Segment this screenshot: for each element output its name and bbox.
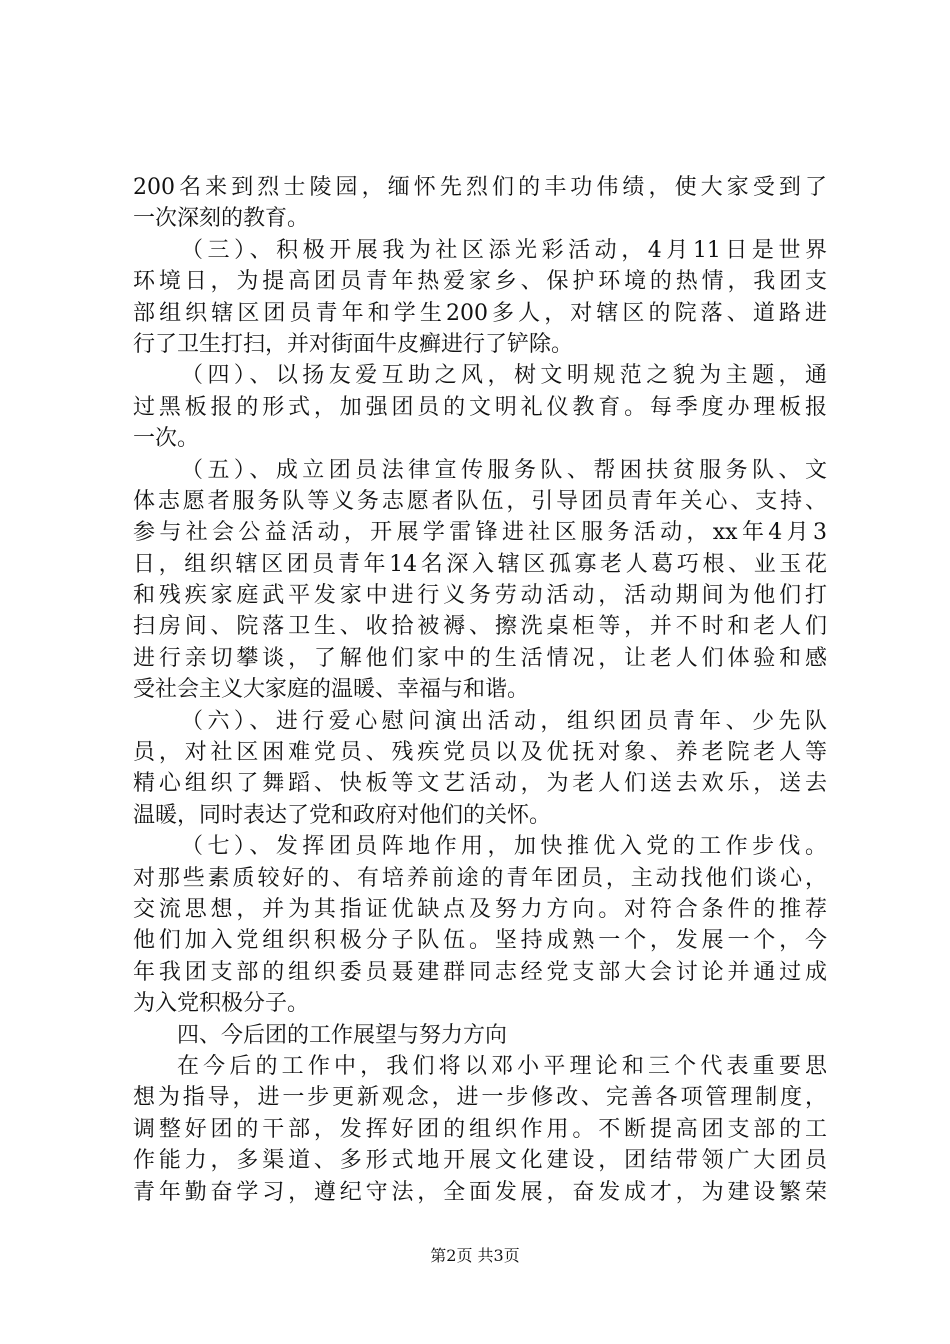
page-number-footer: 第2页 共3页 (430, 1246, 520, 1265)
text-line: 为入党积极分子。 (133, 991, 310, 1017)
paragraph-start-line: （三）、积极开展我为社区添光彩活动，4月11日是世界 (181, 237, 827, 263)
paragraph-start-line: （七）、发挥团员阵地作用，加快推优入党的工作步伐。 (181, 834, 827, 860)
text-line: 一次深刻的教育。 (133, 206, 310, 232)
text-line: 他们加入党组织积极分子队伍。坚持成熟一个，发展一个，今 (133, 928, 827, 954)
text-line: 交流思想，并为其指证优缺点及努力方向。对符合条件的推荐 (133, 896, 827, 922)
text-line: 和残疾家庭武平发家中进行义务劳动活动，活动期间为他们打 (133, 583, 827, 609)
text-line: 参与社会公益活动，开展学雷锋进社区服务活动，xx年4月3 (133, 520, 827, 546)
text-line: 扫房间、院落卫生、收拾被褥、擦洗桌柜等，并不时和老人们 (133, 614, 827, 640)
text-line: 员，对社区困难党员、残疾党员以及优抚对象、养老院老人等 (133, 740, 827, 766)
text-line: 受社会主义大家庭的温暖、幸福与和谐。 (133, 677, 530, 703)
section-heading: 四、今后团的工作展望与努力方向 (177, 1022, 508, 1048)
text-line: 部组织辖区团员青年和学生200多人，对辖区的院落、道路进 (133, 300, 827, 326)
text-line: 温暖，同时表达了党和政府对他们的关怀。 (133, 802, 552, 828)
paragraph-start-line: （四）、以扬友爱互助之风，树文明规范之貌为主题，通 (181, 363, 827, 389)
text-line: 行了卫生打扫，并对街面牛皮癣进行了铲除。 (133, 331, 574, 357)
paragraph-start-line: （五）、成立团员法律宣传服务队、帮困扶贫服务队、文 (181, 457, 827, 483)
text-line: 精心组织了舞蹈、快板等文艺活动，为老人们送去欢乐，送去 (133, 771, 827, 797)
text-line: 日，组织辖区团员青年14名深入辖区孤寡老人葛巧根、业玉花 (133, 551, 827, 577)
document-body (133, 172, 827, 1208)
text-line: 调整好团的干部，发挥好团的组织作用。不断提高团支部的工 (133, 1116, 827, 1142)
text-line: 一次。 (133, 426, 200, 452)
text-line: 年我团支部的组织委员聂建群同志经党支部大会讨论并通过成 (133, 959, 827, 985)
text-line: 想为指导，进一步更新观念，进一步修改、完善各项管理制度， (133, 1085, 827, 1111)
text-line: 进行亲切攀谈，了解他们家中的生活情况，让老人们体验和感 (133, 645, 827, 671)
text-line: 作能力，多渠道、多形式地开展文化建设，团结带领广大团员 (133, 1148, 827, 1174)
paragraph-start-line: 在今后的工作中，我们将以邓小平理论和三个代表重要思 (177, 1053, 827, 1079)
text-line: 过黑板报的形式，加强团员的文明礼仪教育。每季度办理板报 (133, 394, 827, 420)
text-line: 对那些素质较好的、有培养前途的青年团员，主动找他们谈心， (133, 865, 827, 891)
text-line: 200名来到烈士陵园，缅怀先烈们的丰功伟绩，使大家受到了 (133, 175, 827, 200)
paragraph-start-line: （六）、进行爱心慰问演出活动，组织团员青年、少先队 (181, 708, 827, 734)
text-line: 环境日，为提高团员青年热爱家乡、保护环境的热情，我团支 (133, 269, 827, 295)
text-line: 青年勤奋学习，遵纪守法，全面发展，奋发成才，为建设繁荣 (133, 1179, 827, 1205)
text-line: 体志愿者服务队等义务志愿者队伍，引导团员青年关心、支持、 (133, 488, 827, 514)
